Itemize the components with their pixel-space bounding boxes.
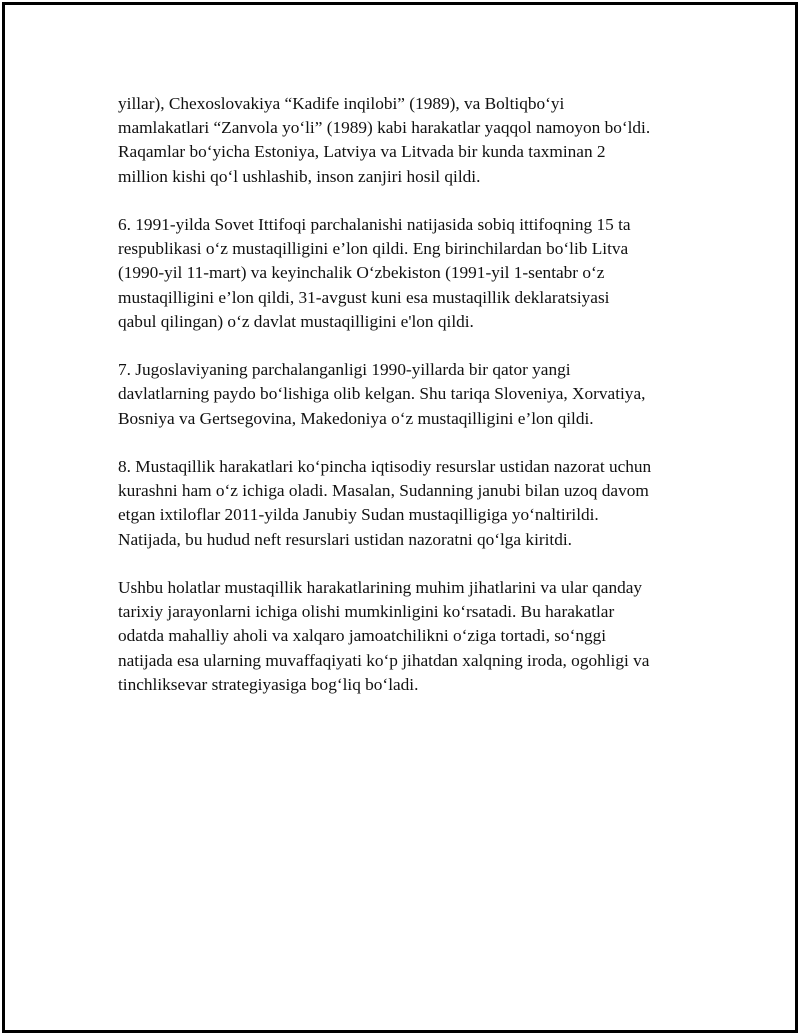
text-line: natijada esa ularning muvaffaqiyati ko‘p jihatdan xalqning iroda, ogohligi va [118, 650, 650, 670]
text-line: (1990-yil 11-mart) va keyinchalik O‘zbekiston (1991-yil 1-sentabr o‘z [118, 263, 605, 283]
text-line: respublikasi o‘z mustaqilligini e’lon qildi. Eng birinchilardan bo‘lib Litva [118, 239, 629, 259]
text-line: Natijada, bu hudud neft resurslari ustidan nazoratni qo‘lga kiritdi. [118, 529, 572, 549]
text-line: tinchliksevar strategiyasiga bog‘liq bo‘ladi. [118, 674, 419, 694]
paragraph-item-8 [118, 455, 698, 552]
paragraph-continuation [118, 92, 698, 189]
text-line: mamlakatlari “Zanvola yo‘li” (1989) kabi harakatlar yaqqol namoyon bo‘ldi. [118, 118, 651, 138]
text-line: tarixiy jarayonlarni ichiga olishi mumkinligini ko‘rsatadi. Bu harakatlar [118, 602, 615, 622]
text-line: odatda mahalliy aholi va xalqaro jamoatchilikni o‘ziga tortadi, so‘nggi [118, 626, 607, 646]
text-line: mustaqilligini e’lon qildi, 31-avgust kuni esa mustaqillik deklaratsiyasi [118, 287, 610, 307]
document-body [118, 92, 698, 721]
text-line: qabul qilingan) o‘z davlat mustaqilligini e'lon qildi. [118, 311, 474, 331]
text-line: million kishi qo‘l ushlashib, inson zanjiri hosil qildi. [118, 166, 481, 186]
text-line: kurashni ham o‘z ichiga oladi. Masalan, Sudanning janubi bilan uzoq davom [118, 481, 649, 501]
text-line: yillar), Chexoslovakiya “Kadife inqilobi” (1989), va Boltiqbo‘yi [118, 94, 565, 113]
text-line: Bosniya va Gertsegovina, Makedoniya o‘z mustaqilligini e’lon qildi. [118, 408, 594, 428]
text-line: Raqamlar bo‘yicha Estoniya, Latviya va Litvada bir kunda taxminan 2 [118, 142, 606, 162]
text-line: davlatlarning paydo bo‘lishiga olib kelgan. Shu tariqa Sloveniya, Xorvatiya, [118, 384, 646, 404]
paragraph-item-6 [118, 213, 698, 334]
text-line: 6. 1991-yilda Sovet Ittifoqi parchalanishi natijasida sobiq ittifoqning 15 ta [118, 215, 631, 234]
text-line: 7. Jugoslaviyaning parchalanganligi 1990-yillarda bir qator yangi [118, 360, 571, 380]
paragraph-item-7 [118, 358, 698, 431]
paragraph-conclusion [118, 576, 698, 697]
text-line: etgan ixtiloflar 2011-yilda Janubiy Sudan mustaqilligiga yo‘naltirildi. [118, 505, 599, 525]
text-line: Ushbu holatlar mustaqillik harakatlarining muhim jihatlarini va ular qanday [118, 578, 643, 597]
text-line: 8. Mustaqillik harakatlari ko‘pincha iqtisodiy resurslar ustidan nazorat uchun [118, 457, 652, 476]
